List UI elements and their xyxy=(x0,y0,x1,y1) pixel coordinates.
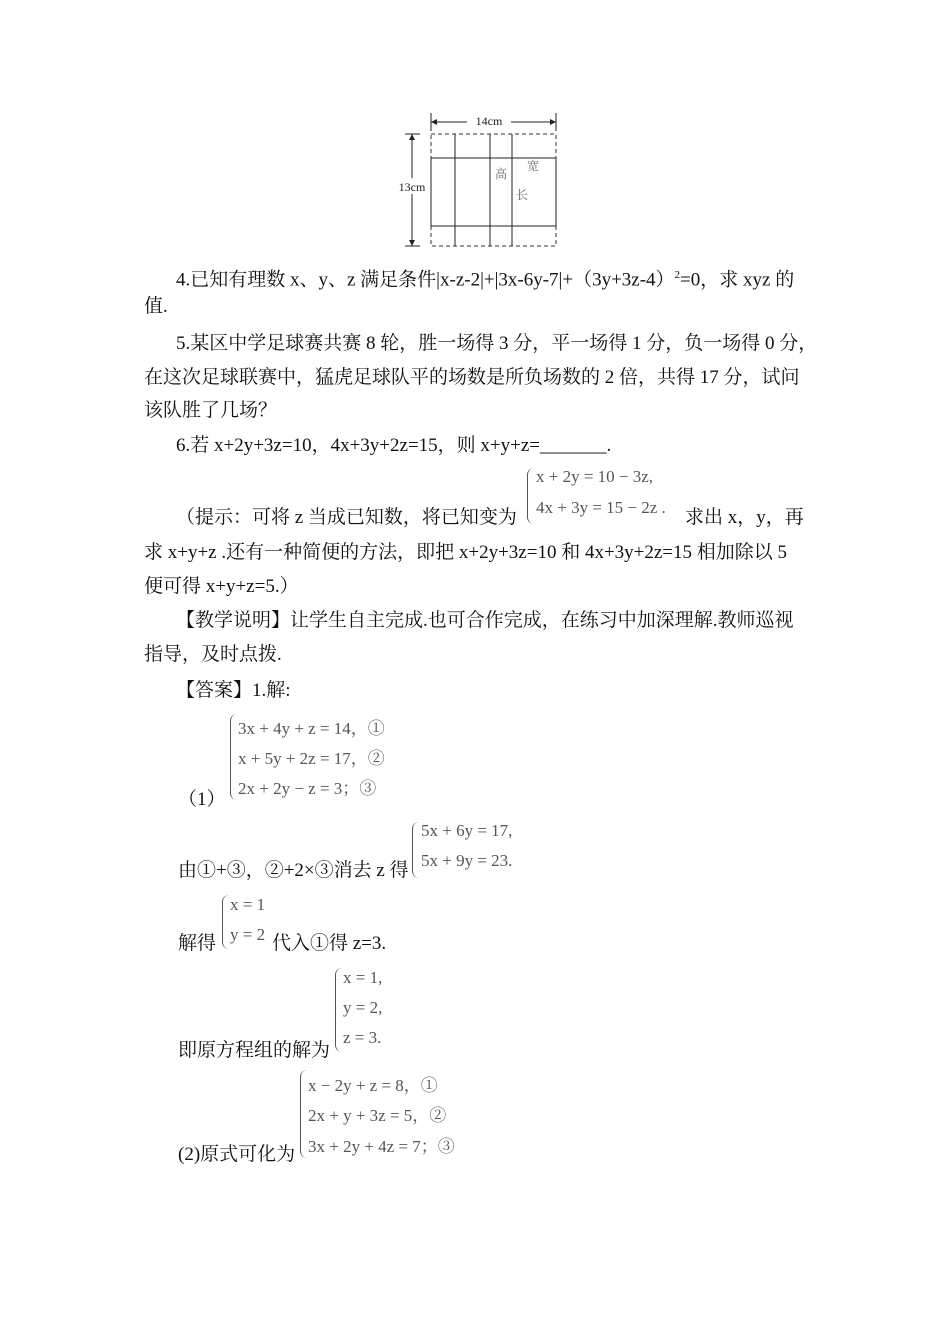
label-chang: 长 xyxy=(515,188,529,202)
sys5-eq2: 2x + y + 3z = 5，② xyxy=(308,1106,447,1125)
sys2-eq1: 5x + 6y = 17, xyxy=(421,821,513,840)
sys3-eq1: x = 1 xyxy=(230,895,266,914)
label-kuan: 宽 xyxy=(526,159,540,173)
part1-label: （1） xyxy=(178,789,226,810)
q4-line2: 值. xyxy=(144,296,168,317)
sys4-eq1: x = 1, xyxy=(343,968,383,987)
hint-line1-b: 求出 x，y，再 xyxy=(685,507,804,528)
step1-text: 由①+③，②+2×③消去 z 得 xyxy=(178,860,409,881)
hint-eq1: x + 2y = 10 − 3z, xyxy=(536,467,654,486)
q4-line1: 4.已知有理数 x、y、z 满足条件$|x-z-2|+|3x-6y-7|+(3y+3z-4)^2=0$，求 xyz 的 xyxy=(176,269,795,291)
sys5-eq3: 3x + 2y + 4z = 7；③ xyxy=(308,1137,455,1156)
sys1-eq2: x + 5y + 2z = 17，② xyxy=(238,749,385,768)
q6-line1: 6.若 x+2y+3z=10，4x+3y+2z=15，则 x+y+z=_______. xyxy=(176,435,612,456)
sys1-brace xyxy=(230,714,237,800)
sys2-brace xyxy=(412,822,419,878)
box-net-figure xyxy=(0,0,950,260)
part2-label: (2)原式可化为 xyxy=(178,1144,296,1165)
sys4-eq2: y = 2, xyxy=(343,998,383,1017)
teaching-line1: 【教学说明】让学生自主完成.也可合作完成，在练习中加深理解.教师巡视 xyxy=(176,610,794,631)
hint-eq2: 4x + 3y = 15 − 2z . xyxy=(536,498,666,517)
sys4-brace xyxy=(335,968,342,1052)
answer-heading: 【答案】1.解: xyxy=(176,680,291,701)
hint-line1-a: （提示：可将 z 当成已知数，将已知变为 xyxy=(176,507,517,528)
sys2-eq2: 5x + 9y = 23. xyxy=(421,851,513,870)
q4-superscript: 2 xyxy=(674,269,681,281)
height-dimension-label: 13cm xyxy=(398,180,426,194)
hint-line2: 求 x+y+z .还有一种简便的方法，即把 x+2y+3z=10 和 4x+3y+2z=15 相加除以 5 xyxy=(144,542,788,563)
label-gao: 高 xyxy=(494,167,508,181)
sys1-eq1: 3x + 4y + z = 14，① xyxy=(238,719,385,738)
q5-line2: 在这次足球联赛中，猛虎足球队平的场数是所负场数的 2 倍，共得 17 分，试问 xyxy=(144,367,800,388)
step2-text-a: 解得 xyxy=(178,933,217,954)
width-dimension-label: 14cm xyxy=(475,114,503,128)
q5-line3: 该队胜了几场？ xyxy=(144,400,278,421)
hint-line3: 便可得 x+y+z=5.） xyxy=(144,576,299,597)
sys5-eq1: x − 2y + z = 8，① xyxy=(308,1076,438,1095)
sys4-eq3: z = 3. xyxy=(343,1028,382,1047)
step2-text-b: 代入①得 z=3. xyxy=(272,933,387,954)
sys5-brace xyxy=(300,1070,307,1158)
q5-line1: 5.某区中学足球赛共赛 8 轮，胜一场得 3 分，平一场得 1 分，负一场得 0 分， xyxy=(176,333,818,354)
teaching-line2: 指导，及时点拨. xyxy=(144,644,282,665)
hint-brace xyxy=(527,468,534,524)
sys3-eq2: y = 2 xyxy=(230,925,266,944)
step3-text: 即原方程组的解为 xyxy=(178,1040,331,1061)
sys1-eq3: 2x + 2y − z = 3；③ xyxy=(238,779,377,798)
sys3-brace xyxy=(222,895,229,949)
